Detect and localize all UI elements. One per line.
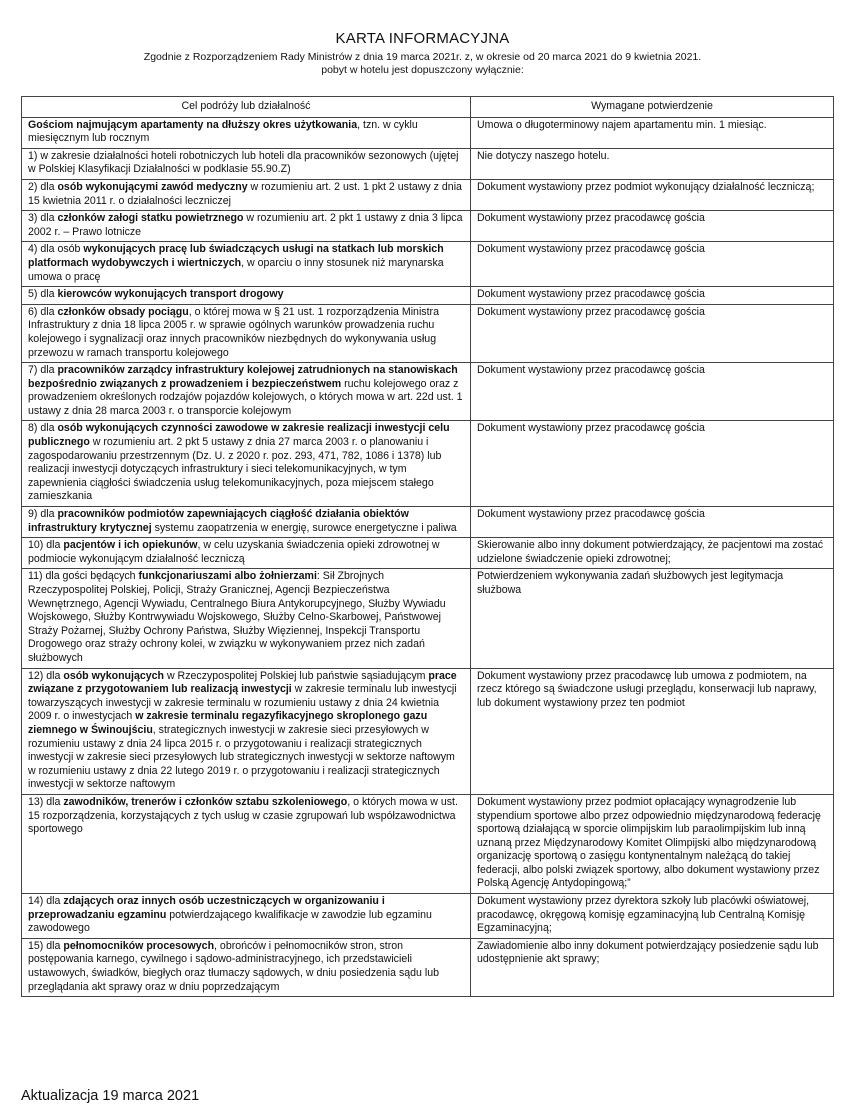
document-subtitle: [0, 51, 845, 77]
update-note: Aktualizacja 19 marca 2021: [21, 1088, 200, 1104]
confirmation-cell: Dokument wystawiony przez pracodawcę gościa: [471, 242, 834, 287]
purpose-cell: [22, 421, 471, 507]
purpose-text: : Sił Zbrojnych Rzeczypospolitej Polskiej, Policji, Straży Granicznej, Agencji Bezpieczeństwa Wewnętrznego, Agencji Wywiadu, Centralnego Biura Antykorupcyjnego, Służby Wywiadu Wojskowego, Służby Kontrwywiadu Wojskowego, Służby Celno-Skarbowej, Państwowej Straży Pożarnej, Służby Ochrony Państwa, Służby Więziennej, Inspekcji Transportu Drogowego oraz straży ochrony kolei, w związku w wykonywaniem przez nich zadań służbowych: [28, 570, 446, 664]
table-row: [22, 668, 834, 794]
table-row: [22, 569, 834, 668]
purpose-cell: [22, 363, 471, 421]
purpose-text: 10) dla: [28, 539, 64, 552]
purpose-text: w rozumieniu art. 2 pkt 1 ustawy z dnia 3 lipca 2002 r. – Prawo lotnicze: [28, 212, 463, 238]
purpose-text: , o której mowa w § 21 ust. 1 rozporządzenia Ministra Infrastruktury z dnia 18 lipca 2005 r. w sprawie ogólnych warunków prowadzenia ruchu kolejowego i sygnalizacji oraz innych pracowników niezbędnych do wykonywania usług przewozu w ramach transportu kolejowego: [28, 305, 439, 359]
table-row: [22, 421, 834, 507]
purpose-text-bold: kierowców wykonujących transport drogowy: [57, 288, 284, 301]
purpose-text-bold: funkcjonariuszami albo żołnierzami: [138, 570, 317, 583]
table-row: [22, 894, 834, 939]
confirmation-cell: Zawiadomienie albo inny dokument potwierdzający posiedzenie sądu lub udostępnienie akt sprawy;: [471, 938, 834, 996]
purpose-text: 15) dla: [28, 939, 64, 952]
purpose-text: , tzn. w cyklu miesięcznym lub rocznym: [28, 118, 418, 145]
purpose-cell: [22, 287, 471, 305]
purpose-cell: [22, 569, 471, 668]
table-row: [22, 363, 834, 421]
table-row: [22, 538, 834, 569]
header-purpose: Cel podróży lub działalność: [22, 97, 471, 118]
header-confirmation: Wymagane potwierdzenie: [471, 97, 834, 118]
confirmation-cell: Dokument wystawiony przez pracodawcę lub umowa z podmiotem, na rzecz którego są świadczone usługi przeglądu, konserwacji lub naprawy, lub dokument wystawiony przez ten podmiot: [471, 668, 834, 794]
table-row: [22, 148, 834, 179]
purpose-cell: [22, 304, 471, 362]
purpose-cell: [22, 938, 471, 996]
purpose-cell: [22, 148, 471, 179]
purpose-text: , strategicznych inwestycji w zakresie sieci przesyłowych w rozumieniu ustawy z dnia 24 lipca 2015 r. o przygotowaniu i realizacji strategicznych inwestycji w zakresie sieci przesyłowych lub strategicznych inwestycji w sektorze naftowym w rozumieniu ustawy z dnia 22 lutego 2019 r. o przygotowaniu i realizacji strategicznych inwestycji w sektorze naftowym: [28, 723, 455, 791]
purpose-text-bold: pełnomocników procesowych: [63, 939, 215, 952]
table-row: [22, 507, 834, 538]
purpose-cell: [22, 794, 471, 893]
purpose-cell: [22, 179, 471, 210]
purpose-text: 2) dla: [28, 180, 58, 193]
table-row: [22, 179, 834, 210]
purpose-cell: [22, 211, 471, 242]
purpose-text: , w celu uzyskania świadczenia opieki zdrowotnej w podmiocie wykonującym działalność leczniczą: [28, 539, 440, 565]
info-table: [21, 96, 834, 997]
purpose-text: w Rzeczypospolitej Polskiej lub państwie sąsiadującym: [164, 669, 429, 682]
purpose-cell: [22, 117, 471, 148]
purpose-text-bold: zawodników, trenerów i członków sztabu szkoleniowego: [63, 795, 348, 808]
confirmation-cell: Dokument wystawiony przez pracodawcę gościa: [471, 304, 834, 362]
table-row: [22, 304, 834, 362]
purpose-text: , w oparciu o inny stosunek niż marynarska umowa o pracę: [28, 256, 444, 283]
purpose-text-bold: członków załogi statku powietrznego: [57, 212, 244, 225]
purpose-text: systemu zaopatrzenia w energię, surowce energetyczne i paliwa: [151, 521, 457, 534]
purpose-text: 8) dla: [28, 422, 58, 435]
confirmation-cell: Dokument wystawiony przez pracodawcę gościa: [471, 363, 834, 421]
purpose-cell: [22, 538, 471, 569]
purpose-text: 6) dla: [28, 305, 58, 318]
purpose-cell: [22, 507, 471, 538]
purpose-text-bold: pacjentów i ich opiekunów: [63, 539, 198, 552]
purpose-text-bold: pracowników podmiotów zapewniających ciągłość działania obiektów infrastruktury krytycznej: [28, 508, 409, 534]
purpose-text-bold: prace związane z przygotowaniem lub realizacją inwestycji: [28, 669, 457, 696]
confirmation-cell: Dokument wystawiony przez dyrektora szkoły lub placówki oświatowej, pracodawcę, okręgową komisję egzaminacyjną lub Centralną Komisję Egzaminacyjną;: [471, 894, 834, 939]
confirmation-cell: Potwierdzeniem wykonywania zadań służbowych jest legitymacja służbowa: [471, 569, 834, 668]
purpose-text: potwierdzającego kwalifikacje w zawodzie lub egzaminu zawodowego: [28, 908, 432, 935]
purpose-text-bold: wykonujących pracę lub świadczących usługi na statkach lub morskich platformach wydobywczych i wiertniczych: [28, 243, 444, 269]
purpose-text: 14) dla: [28, 895, 64, 908]
confirmation-cell: Umowa o długoterminowy najem apartamentu min. 1 miesiąc.: [471, 117, 834, 148]
purpose-text: 5) dla: [28, 288, 58, 301]
purpose-text-bold: osób wykonujących czynności zawodowe w zakresie realizacji inwestycji celu publicznego: [28, 422, 450, 449]
purpose-text-bold: pracowników zarządcy infrastruktury kolejowej zatrudnionych na stanowiskach bezpośrednio związanych z prowadzeniem i bezpieczeństwem: [28, 364, 458, 390]
purpose-text-bold: osób wykonującymi zawód medyczny: [57, 180, 248, 193]
table-body: [22, 117, 834, 997]
table-header-row: [22, 97, 834, 118]
purpose-text: , obrońców i pełnomocników stron, stron postępowania karnego, cywilnego i sądowo-administracyjnego, ich przedstawicieli ustawowych, świadków, biegłych oraz tłumaczy sądowych, w dniu posiedzenia sądu lub przeglądania akt sprawy oraz w dniu poprzedzającym: [28, 939, 440, 993]
purpose-text-bold: w zakresie terminalu regazyfikacyjnego skroplonego gazu ziemnego w Świnoujściu: [28, 710, 428, 736]
purpose-text: 12) dla: [28, 669, 64, 682]
purpose-text: 3) dla: [28, 212, 58, 225]
table-row: [22, 287, 834, 305]
purpose-text: ruchu kolejowego oraz z prowadzeniem określonych rodzajów pojazdów kolejowych, o których mowa w art. 22d ust. 1 ustawy z dnia 28 marca 2003 r. o transporcie kolejowym: [28, 377, 463, 417]
table-row: [22, 242, 834, 287]
purpose-text: w rozumieniu art. 2 pkt 5 ustawy z dnia 27 marca 2003 r. o planowaniu i zagospodarowaniu przestrzennym (Dz. U. z 2020 r. poz. 293, 471, 782, 1086 i 1378) lub realizacji inwestycji dotyczących infrastruktury i sieci telekomunikacyjnych, w tym zapewnienia ciągłości świadczenia usług telekomunikacyjnych, poza miejscem stałego zamieszkania: [28, 436, 442, 503]
purpose-cell: [22, 668, 471, 794]
subtitle-line-2: pobyt w hotelu jest dopuszczony wyłącznie:: [321, 64, 524, 76]
purpose-text-bold: Gościom najmującym apartamenty na dłuższy okres użytkowania: [28, 118, 358, 131]
confirmation-cell: Dokument wystawiony przez podmiot wykonujący działalność leczniczą;: [471, 179, 834, 210]
document-title: KARTA INFORMACYJNA: [335, 30, 510, 47]
purpose-cell: [22, 242, 471, 287]
subtitle-line-1: Zgodnie z Rozporządzeniem Rady Ministrów z dnia 19 marca 2021r. z, w okresie od 20 marca 2021 do 9 kwietnia 2021.: [143, 51, 702, 63]
purpose-text-bold: członków obsady pociągu: [57, 305, 189, 318]
table-row: [22, 938, 834, 996]
purpose-text: 13) dla: [28, 795, 64, 808]
purpose-text: w rozumieniu art. 2 ust. 1 pkt 2 ustawy z dnia 15 kwietnia 2011 r. o działalności leczniczej: [28, 180, 462, 207]
table-row: [22, 211, 834, 242]
table-row: [22, 794, 834, 893]
confirmation-cell: Skierowanie albo inny dokument potwierdzający, że pacjentowi ma zostać udzielone świadczenie opieki zdrowotnej;: [471, 538, 834, 569]
purpose-text: 4) dla osób: [28, 243, 84, 256]
purpose-text: w zakresie terminalu lub inwestycji towarzyszących inwestycji w zakresie terminalu w rozumieniu ustawy z dnia 24 kwietnia 2009 r. o inwestycjach: [28, 683, 457, 723]
purpose-text-bold: osób wykonujących: [63, 669, 165, 682]
confirmation-cell: Dokument wystawiony przez pracodawcę gościa: [471, 211, 834, 242]
purpose-cell: [22, 894, 471, 939]
table-row: [22, 117, 834, 148]
confirmation-cell: Dokument wystawiony przez podmiot opłacający wynagrodzenie lub stypendium sportowe albo przez odpowiednio międzynarodową federację sportową działającą w sporcie olimpijskim lub paraolimpijskim lub inną uznaną przez Międzynarodowy Komitet Olimpijski albo międzynarodową organizację sportową o zasięgu kontynentalnym należącą do takiej federacji, albo polski związek sportowy, albo dokument wystawiony przez Polską Agencję Antydopingową;”: [471, 794, 834, 893]
purpose-text: 7) dla: [28, 364, 58, 377]
purpose-text: 9) dla: [28, 508, 58, 521]
confirmation-cell: Dokument wystawiony przez pracodawcę gościa: [471, 287, 834, 305]
confirmation-cell: Dokument wystawiony przez pracodawcę gościa: [471, 421, 834, 507]
purpose-text-bold: zdających oraz innych osób uczestniczących w organizowaniu i przeprowadzaniu egzaminu: [28, 895, 385, 921]
purpose-text: 11) dla gości będących: [28, 570, 139, 583]
confirmation-cell: Dokument wystawiony przez pracodawcę gościa: [471, 507, 834, 538]
purpose-text: , o których mowa w ust. 15 rozporządzenia, korzystających z tych usług w czasie zgrupowań lub współzawodnictwa sportowego: [28, 795, 458, 836]
purpose-text: 1) w zakresie działalności hoteli robotniczych lub hoteli dla pracowników sezonowych (ujętej w Polskiej Klasyfikacji Działalności w podklasie 55.90.Z): [28, 149, 459, 176]
confirmation-cell: Nie dotyczy naszego hotelu.: [471, 148, 834, 179]
